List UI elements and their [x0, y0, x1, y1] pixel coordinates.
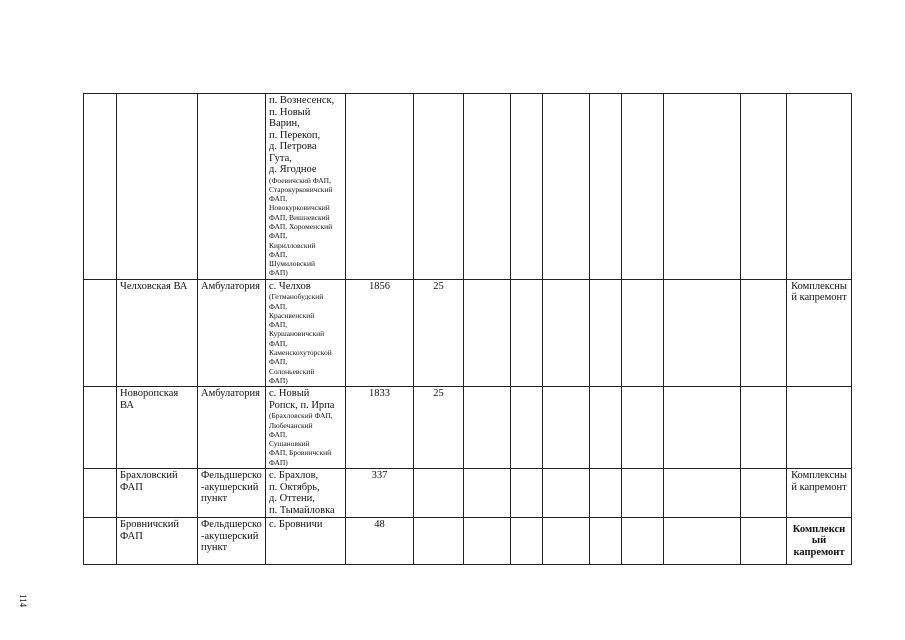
- empty-cell: [622, 279, 664, 386]
- table-row: [84, 387, 852, 469]
- settlements-text: с. Бровничи: [269, 519, 323, 531]
- table-row: [84, 279, 852, 386]
- population-cell: 1856: [346, 279, 414, 386]
- empty-cell: [590, 94, 622, 280]
- settlements-cell: [266, 518, 346, 565]
- empty-cell: [741, 387, 787, 469]
- empty-cell: [590, 387, 622, 469]
- facility-name-cell: Брахловский ФАП: [117, 469, 198, 518]
- empty-cell: [741, 469, 787, 518]
- empty-cell: [622, 469, 664, 518]
- empty-cell: [741, 94, 787, 280]
- empty-cell: [511, 94, 543, 280]
- empty-cell: [741, 279, 787, 386]
- empty-cell: [464, 518, 511, 565]
- staff-cell: 25: [414, 387, 464, 469]
- facility-type-cell: Фельдшерско -акушерский пункт: [198, 469, 266, 518]
- population-cell: 1833: [346, 387, 414, 469]
- population-cell: [346, 94, 414, 280]
- facility-type-cell: [198, 94, 266, 280]
- page-number: 114: [18, 594, 28, 608]
- index-cell: [84, 279, 117, 386]
- empty-cell: [590, 518, 622, 565]
- facilities-table: [83, 93, 852, 565]
- empty-cell: [511, 279, 543, 386]
- facility-type-cell: Фельдшерско -акушерский пункт: [198, 518, 266, 565]
- work-type-cell: Комплексны й капремонт: [787, 469, 852, 518]
- empty-cell: [464, 469, 511, 518]
- settlements-cell: [266, 94, 346, 280]
- empty-cell: [511, 469, 543, 518]
- empty-cell: [622, 94, 664, 280]
- work-type-cell: [787, 94, 852, 280]
- table-row: [84, 469, 852, 518]
- settlements-text: с. Новый Ропск, п. Ирпа: [269, 388, 335, 411]
- empty-cell: [511, 518, 543, 565]
- attached-facilities-text: (Гетманобудский ФАП, Краснвенский ФАП, Куршановичский ФАП, Каменскохуторской ФАП, Солоньевский ФАП): [269, 292, 332, 385]
- empty-cell: [664, 387, 741, 469]
- empty-cell: [511, 387, 543, 469]
- empty-cell: [622, 387, 664, 469]
- facility-type-cell: Амбулатория: [198, 387, 266, 469]
- empty-cell: [543, 469, 590, 518]
- empty-cell: [464, 94, 511, 280]
- empty-cell: [464, 279, 511, 386]
- settlements-text: с. Брахлов, п. Октябрь, д. Оттени, п. Тымайловка: [269, 470, 335, 516]
- attached-facilities-text: (Брахловский ФАП, Любечанский ФАП, Сушановкий ФАП, Бровничский ФАП): [269, 411, 333, 467]
- settlements-text: с. Челхов: [269, 280, 311, 292]
- empty-cell: [543, 279, 590, 386]
- empty-cell: [664, 279, 741, 386]
- empty-cell: [664, 94, 741, 280]
- staff-cell: [414, 469, 464, 518]
- empty-cell: [590, 469, 622, 518]
- empty-cell: [543, 518, 590, 565]
- settlements-cell: [266, 469, 346, 518]
- attached-facilities-text: (Фоевичский ФАП, Старокурковичский ФАП, Новокурковичский ФАП, Вишневский ФАП, Хороменский ФАП, Кирилловский ФАП, Шумиловский ФАП): [269, 175, 333, 278]
- empty-cell: [664, 469, 741, 518]
- empty-cell: [590, 279, 622, 386]
- facility-name-cell: Челховская ВА: [117, 279, 198, 386]
- index-cell: [84, 94, 117, 280]
- work-type-cell: Комплексн ый капремонт: [787, 518, 852, 565]
- facility-type-cell: Амбулатория: [198, 279, 266, 386]
- table-row: [84, 518, 852, 565]
- empty-cell: [664, 518, 741, 565]
- index-cell: [84, 518, 117, 565]
- empty-cell: [741, 518, 787, 565]
- staff-cell: [414, 94, 464, 280]
- empty-cell: [543, 94, 590, 280]
- work-type-cell: Комплексны й капремонт: [787, 279, 852, 386]
- staff-cell: 25: [414, 279, 464, 386]
- index-cell: [84, 469, 117, 518]
- population-cell: 48: [346, 518, 414, 565]
- settlements-cell: [266, 279, 346, 386]
- table-row: [84, 94, 852, 280]
- index-cell: [84, 387, 117, 469]
- settlements-cell: [266, 387, 346, 469]
- population-cell: 337: [346, 469, 414, 518]
- facility-name-cell: Новоропская ВА: [117, 387, 198, 469]
- settlements-text: п. Вознесенск, п. Новый Варин, п. Перекоп, д. Петрова Гута, д. Ягодное: [269, 95, 335, 175]
- work-type-cell: [787, 387, 852, 469]
- empty-cell: [622, 518, 664, 565]
- facility-name-cell: [117, 94, 198, 280]
- empty-cell: [543, 387, 590, 469]
- empty-cell: [464, 387, 511, 469]
- staff-cell: [414, 518, 464, 565]
- facility-name-cell: Бровничский ФАП: [117, 518, 198, 565]
